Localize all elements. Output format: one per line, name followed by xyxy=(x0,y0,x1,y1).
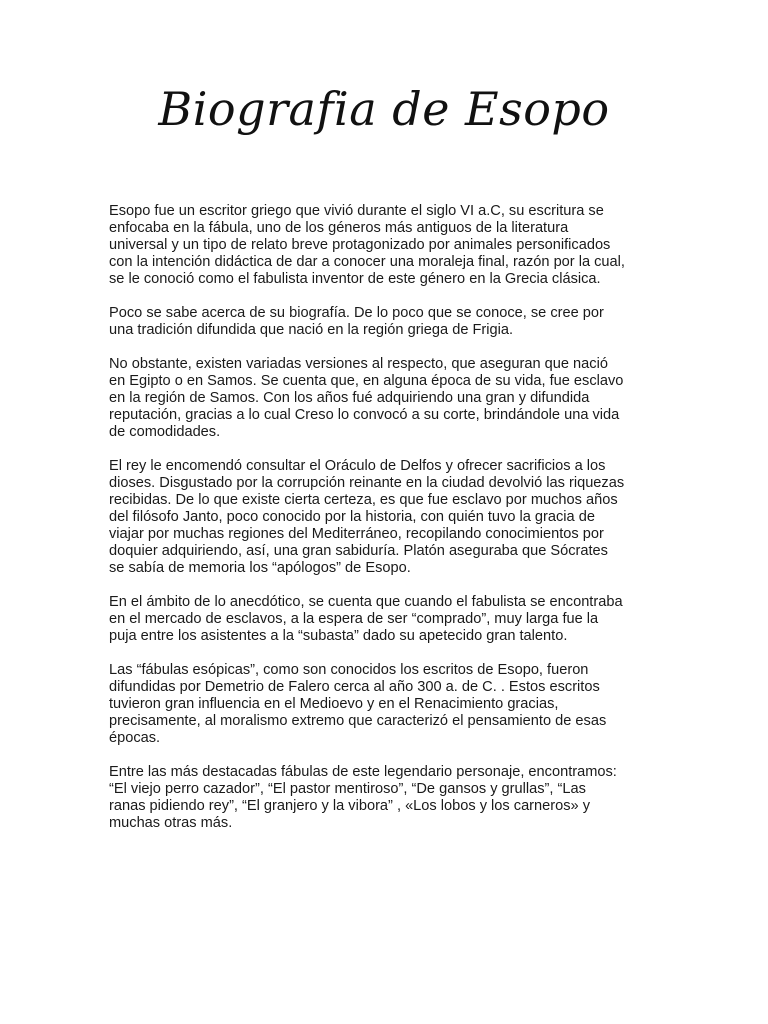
paragraph-list: Entre las más destacadas fábulas de este legendario personaje, encontramos: “El viejo perro cazador”, “El pastor mentiroso”, “De gansos y grullas”, “Las ranas pidiendo rey”, “El granjero y la vibora” , «Los lobos y los carneros» y muchas otras más. xyxy=(109,764,617,831)
document-body xyxy=(109,203,665,849)
paragraph-versions: No obstante, existen variadas versiones al respecto, que aseguran que nació en Egipto o en Samos. Se cuenta que, en alguna época de su vida, fue esclavo en la región de Samos. Con los años fué adquiriendo una gran y difundida reputación, gracias a lo cual Creso lo convocó a su corte, brindándole una vida de comodidades. xyxy=(109,356,624,440)
paragraph-anecdote: En el ámbito de lo anecdótico, se cuenta que cuando el fabulista se encontraba en el mercado de esclavos, a la espera de ser “comprado”, muy larga fue la puja entre los asistentes a la “subasta” dado su apetecido gran talento. xyxy=(109,594,623,644)
paragraph-fables: Las “fábulas esópicas”, como son conocidos los escritos de Esopo, fueron difundidas por Demetrio de Falero cerca al año 300 a. de C. . Estos escritos tuvieron gran influencia en el Medioevo y en el Renacimiento gracias, precisamente, al moralismo extremo que caracterizó el pensamiento de esas épocas. xyxy=(109,662,607,746)
page-title: Biografia de Esopo xyxy=(158,82,610,136)
paragraph-origin: Poco se sabe acerca de su biografía. De lo poco que se conoce, se cree por una tradición difundida que nació en la región griega de Frigia. xyxy=(109,305,604,338)
paragraph-king: El rey le encomendó consultar el Oráculo de Delfos y ofrecer sacrificios a los dioses. Disgustado por la corrupción reinante en la ciudad devolvió las riquezas recibidas. De lo que existe cierta certeza, es que fue esclavo por muchos años del filósofo Janto, poco conocido por la historia, con quién tuvo la gracia de viajar por muchas regiones del Mediterráneo, recopilando conocimientos por doquier adquiriendo, así, una gran sabiduría. Platón aseguraba que Sócrates se sabía de memoria los “apólogos” de Esopo. xyxy=(109,458,625,576)
paragraph-intro: Esopo fue un escritor griego que vivió durante el siglo VI a.C, su escritura se enfocaba en la fábula, uno de los géneros más antiguos de la literatura universal y un tipo de relato breve protagonizado por animales personificados con la intención didáctica de dar a conocer una moraleja final, razón por la cual, se le conoció como el fabulista inventor de este género en la Grecia clásica. xyxy=(109,203,625,287)
